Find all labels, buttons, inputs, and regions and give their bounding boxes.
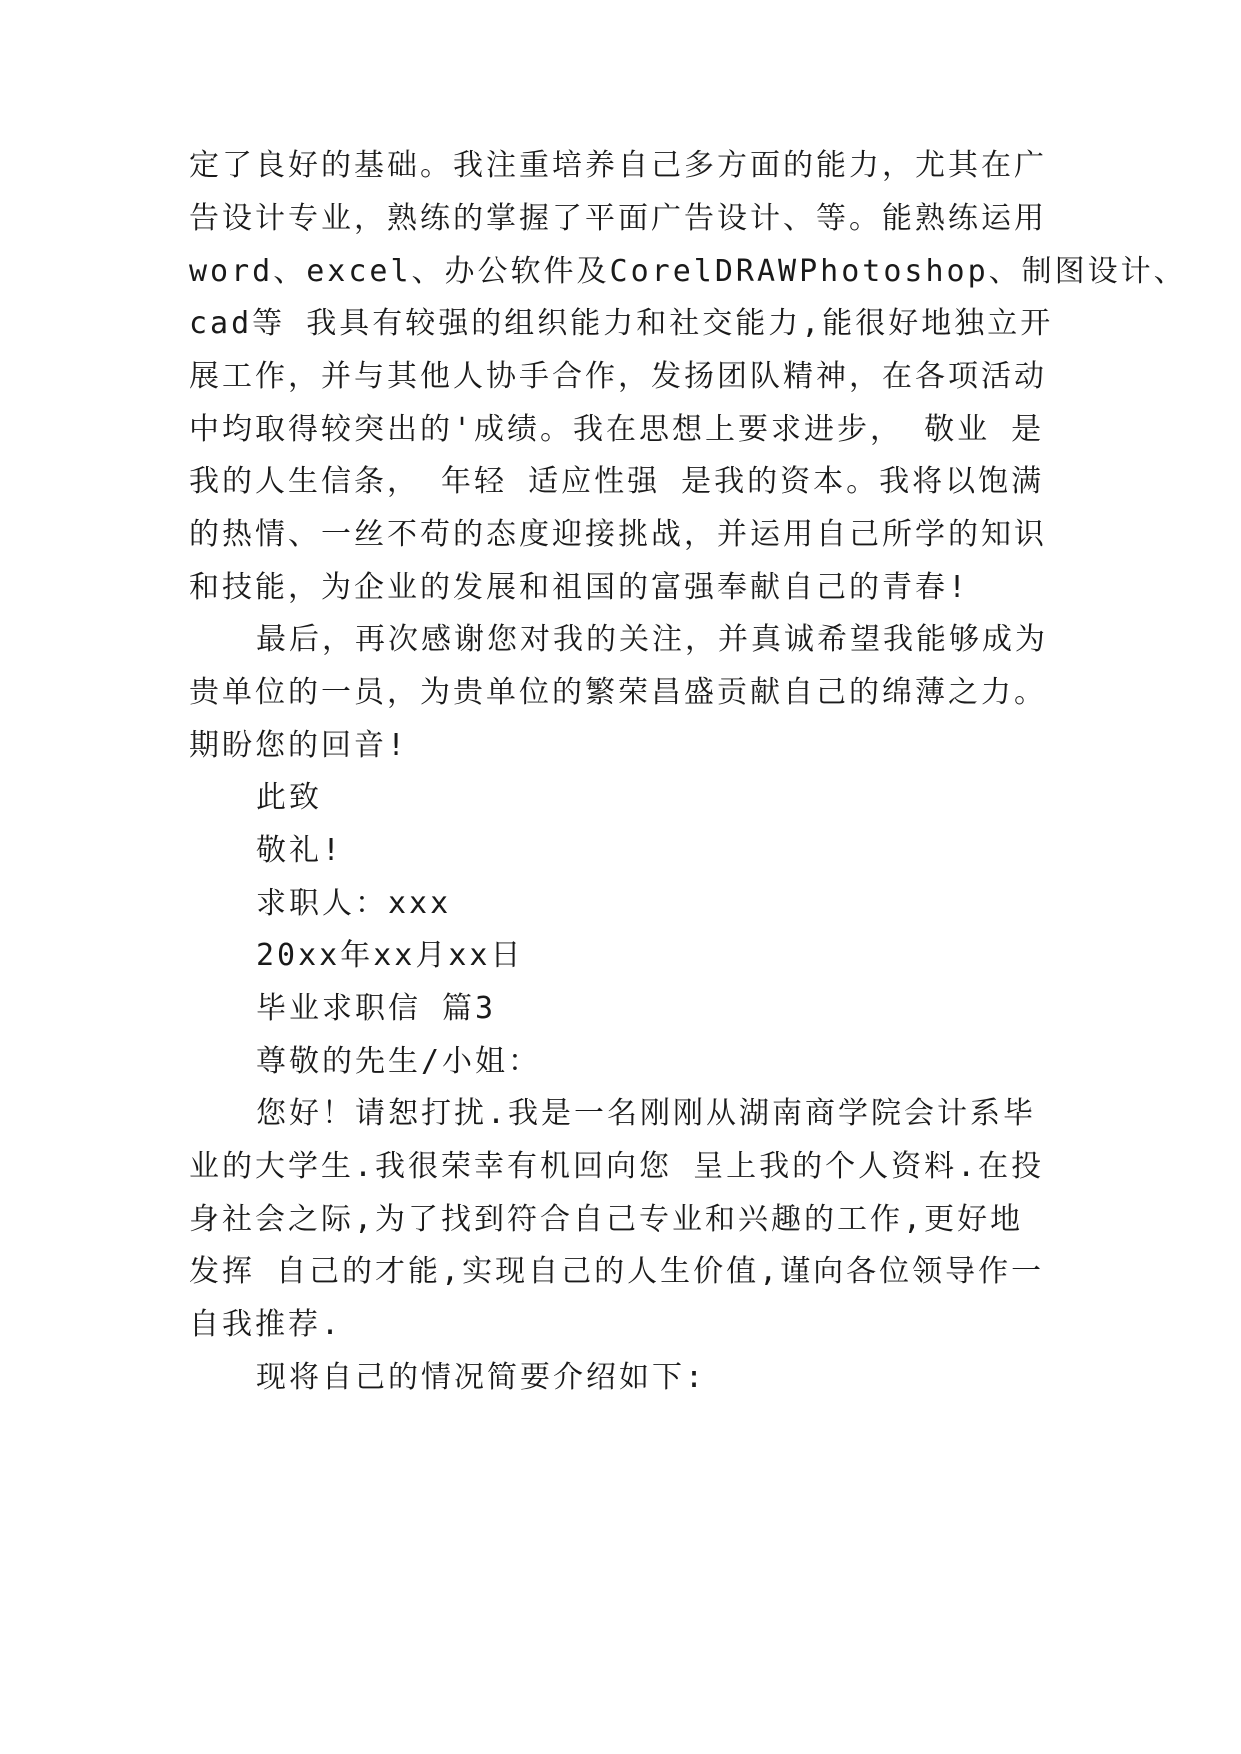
closing-salutation: 此致 xyxy=(256,780,322,815)
signature-date: 20xx年xx月xx日 xyxy=(256,938,524,973)
text-line: 自我推荐. xyxy=(189,1307,343,1342)
greeting: 尊敬的先生/小姐： xyxy=(256,1044,542,1079)
text-line: 业的大学生.我很荣幸有机回向您 呈上我的个人资料.在投 xyxy=(189,1149,1045,1184)
text-line: 发挥 自己的才能,实现自己的人生价值,谨向各位领导作一 xyxy=(189,1254,1045,1289)
text-line: 我的人生信条， 年轻 适应性强 是我的资本。我将以饱满 xyxy=(189,464,1045,499)
signature-name: 求职人：xxx xyxy=(256,886,452,921)
closing-regards: 敬礼! xyxy=(256,833,344,868)
paragraph-first-line: 您好！请恕打扰.我是一名刚刚从湖南商学院会计系毕 xyxy=(256,1096,1037,1131)
section-heading: 毕业求职信 篇3 xyxy=(256,991,497,1026)
text-line: 和技能，为企业的发展和祖国的富强奉献自己的青春! xyxy=(189,570,970,605)
text-line: cad等 我具有较强的组织能力和社交能力,能很好地独立开 xyxy=(189,306,1054,341)
text-line: 定了良好的基础。我注重培养自己多方面的能力，尤其在广 xyxy=(189,148,1047,183)
text-line: 告设计专业，熟练的掌握了平面广告设计、等。能熟练运用 xyxy=(189,201,1047,236)
text-line: 期盼您的回音! xyxy=(189,728,409,763)
text-line: 的热情、一丝不苟的态度迎接挑战，并运用自己所学的知识 xyxy=(189,517,1047,552)
paragraph-first-line: 现将自己的情况简要介绍如下: xyxy=(256,1360,707,1395)
text-line: 中均取得较突出的'成绩。我在思想上要求进步， 敬业 是 xyxy=(189,412,1045,447)
text-line: 展工作，并与其他人协手合作，发扬团队精神，在各项活动 xyxy=(189,359,1047,394)
paragraph-first-line: 最后，再次感谢您对我的关注，并真诚希望我能够成为 xyxy=(256,622,1048,657)
text-line: 身社会之际,为了找到符合自己专业和兴趣的工作,更好地 xyxy=(189,1202,1024,1237)
text-line: 贵单位的一员，为贵单位的繁荣昌盛贡献自己的绵薄之力。 xyxy=(189,675,1047,710)
text-line: word、excel、办公软件及CorelDRAWPhotoshop、制图设计、 xyxy=(189,254,1187,289)
